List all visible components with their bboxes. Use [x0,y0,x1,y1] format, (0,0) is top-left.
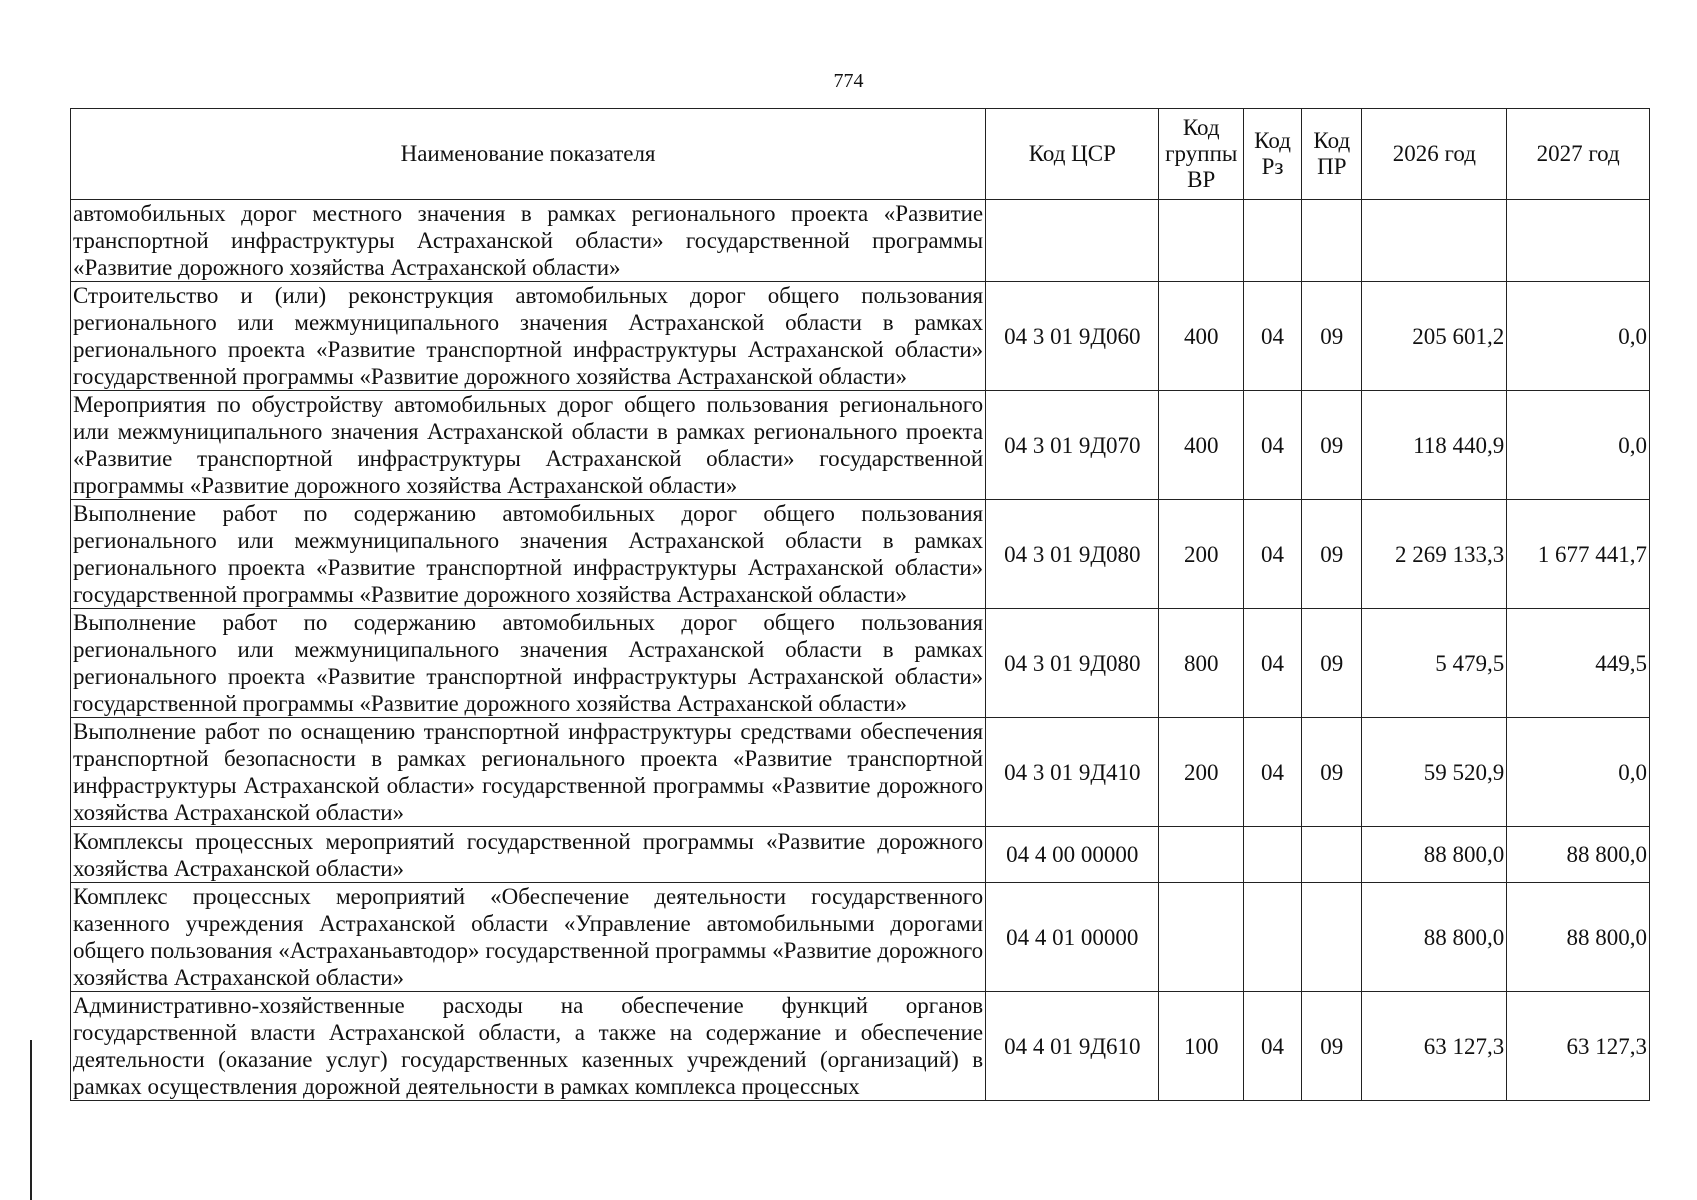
row-2027: 449,5 [1507,609,1650,718]
table-row [71,609,1650,718]
row-rz: 04 [1243,718,1301,827]
header-2027: 2027 год [1507,109,1650,200]
row-2027: 0,0 [1507,282,1650,391]
row-csr: 04 4 01 9Д610 [986,992,1159,1101]
table-row [71,391,1650,500]
row-2026: 118 440,9 [1362,391,1507,500]
row-pr [1302,827,1362,883]
row-vr: 400 [1159,391,1243,500]
row-2026: 63 127,3 [1362,992,1507,1101]
row-pr: 09 [1302,500,1362,609]
row-2026: 59 520,9 [1362,718,1507,827]
row-csr [986,200,1159,282]
row-csr: 04 3 01 9Д060 [986,282,1159,391]
row-2027: 63 127,3 [1507,992,1650,1101]
row-name: Административно-хозяйственные расходы на обеспечение функций органов государственной власти Астраханской области, а также на содержание и обеспечение деятельности (оказание услуг) государственных казенных учреждений (организаций) в рамках осуществления дорожной деятельности в рамках комплекса процессных [71,992,986,1101]
row-2026: 88 800,0 [1362,827,1507,883]
header-row [71,109,1650,200]
table-row [71,883,1650,992]
row-vr [1159,883,1243,992]
row-pr: 09 [1302,282,1362,391]
row-name: Комплексы процессных мероприятий государственной программы «Развитие дорожного хозяйства Астраханской области» [71,827,986,883]
row-2027 [1507,200,1650,282]
row-2026 [1362,200,1507,282]
row-pr: 09 [1302,718,1362,827]
row-rz [1243,827,1301,883]
row-csr: 04 4 00 00000 [986,827,1159,883]
row-rz: 04 [1243,282,1301,391]
row-name: Комплекс процессных мероприятий «Обеспечение деятельности государственного казенного учреждения Астраханской области «Управление автомобильными дорогами общего пользования «Астраханьавтодор» государственной программы «Развитие дорожного хозяйства Астраханской области» [71,883,986,992]
table-row [71,827,1650,883]
row-vr [1159,827,1243,883]
row-rz: 04 [1243,500,1301,609]
row-vr: 800 [1159,609,1243,718]
row-vr: 200 [1159,500,1243,609]
budget-table [70,108,1650,1101]
row-csr: 04 4 01 00000 [986,883,1159,992]
header-rz: Код Рз [1243,109,1301,200]
header-vr: Код группы ВР [1159,109,1243,200]
header-name: Наименование показателя [71,109,986,200]
row-pr: 09 [1302,992,1362,1101]
row-rz [1243,200,1301,282]
row-rz: 04 [1243,992,1301,1101]
row-rz: 04 [1243,391,1301,500]
table-row [71,718,1650,827]
row-vr: 400 [1159,282,1243,391]
row-name: Строительство и (или) реконструкция автомобильных дорог общего пользования регионального или межмуниципального значения Астраханской области в рамках регионального проекта «Развитие транспортной инфраструктуры Астраханской области» государственной программы «Развитие дорожного хозяйства Астраханской области» [71,282,986,391]
page-number: 774 [833,70,864,92]
row-name: Выполнение работ по оснащению транспортной инфраструктуры средствами обеспечения транспортной безопасности в рамках регионального проекта «Развитие транспортной инфраструктуры Астраханской области» государственной программы «Развитие дорожного хозяйства Астраханской области» [71,718,986,827]
row-csr: 04 3 01 9Д080 [986,609,1159,718]
row-vr: 200 [1159,718,1243,827]
row-name: Выполнение работ по содержанию автомобильных дорог общего пользования регионального или межмуниципального значения Астраханской области в рамках регионального проекта «Развитие транспортной инфраструктуры Астраханской области» государственной программы «Развитие дорожного хозяйства Астраханской области» [71,609,986,718]
row-2027: 0,0 [1507,718,1650,827]
table-row [71,992,1650,1101]
row-2026: 205 601,2 [1362,282,1507,391]
margin-rule [30,1040,32,1200]
row-pr [1302,200,1362,282]
row-2027: 0,0 [1507,391,1650,500]
row-rz: 04 [1243,609,1301,718]
header-csr: Код ЦСР [986,109,1159,200]
row-pr: 09 [1302,609,1362,718]
row-csr: 04 3 01 9Д410 [986,718,1159,827]
row-csr: 04 3 01 9Д070 [986,391,1159,500]
row-pr [1302,883,1362,992]
table-row [71,282,1650,391]
row-name: автомобильных дорог местного значения в рамках регионального проекта «Развитие транспортной инфраструктуры Астраханской области» государственной программы «Развитие дорожного хозяйства Астраханской области» [71,200,986,282]
row-2027: 88 800,0 [1507,883,1650,992]
row-pr: 09 [1302,391,1362,500]
row-name: Мероприятия по обустройству автомобильных дорог общего пользования регионального или межмуниципального значения Астраханской области в рамках регионального проекта «Развитие транспортной инфраструктуры Астраханской области» государственной программы «Развитие дорожного хозяйства Астраханской области» [71,391,986,500]
row-2027: 1 677 441,7 [1507,500,1650,609]
row-vr [1159,200,1243,282]
row-csr: 04 3 01 9Д080 [986,500,1159,609]
row-2026: 5 479,5 [1362,609,1507,718]
row-2026: 2 269 133,3 [1362,500,1507,609]
header-2026: 2026 год [1362,109,1507,200]
row-2026: 88 800,0 [1362,883,1507,992]
table-row [71,500,1650,609]
row-name: Выполнение работ по содержанию автомобильных дорог общего пользования регионального или межмуниципального значения Астраханской области в рамках регионального проекта «Развитие транспортной инфраструктуры Астраханской области» государственной программы «Развитие дорожного хозяйства Астраханской области» [71,500,986,609]
row-rz [1243,883,1301,992]
header-pr: Код ПР [1302,109,1362,200]
row-2027: 88 800,0 [1507,827,1650,883]
row-vr: 100 [1159,992,1243,1101]
table-row [71,200,1650,282]
